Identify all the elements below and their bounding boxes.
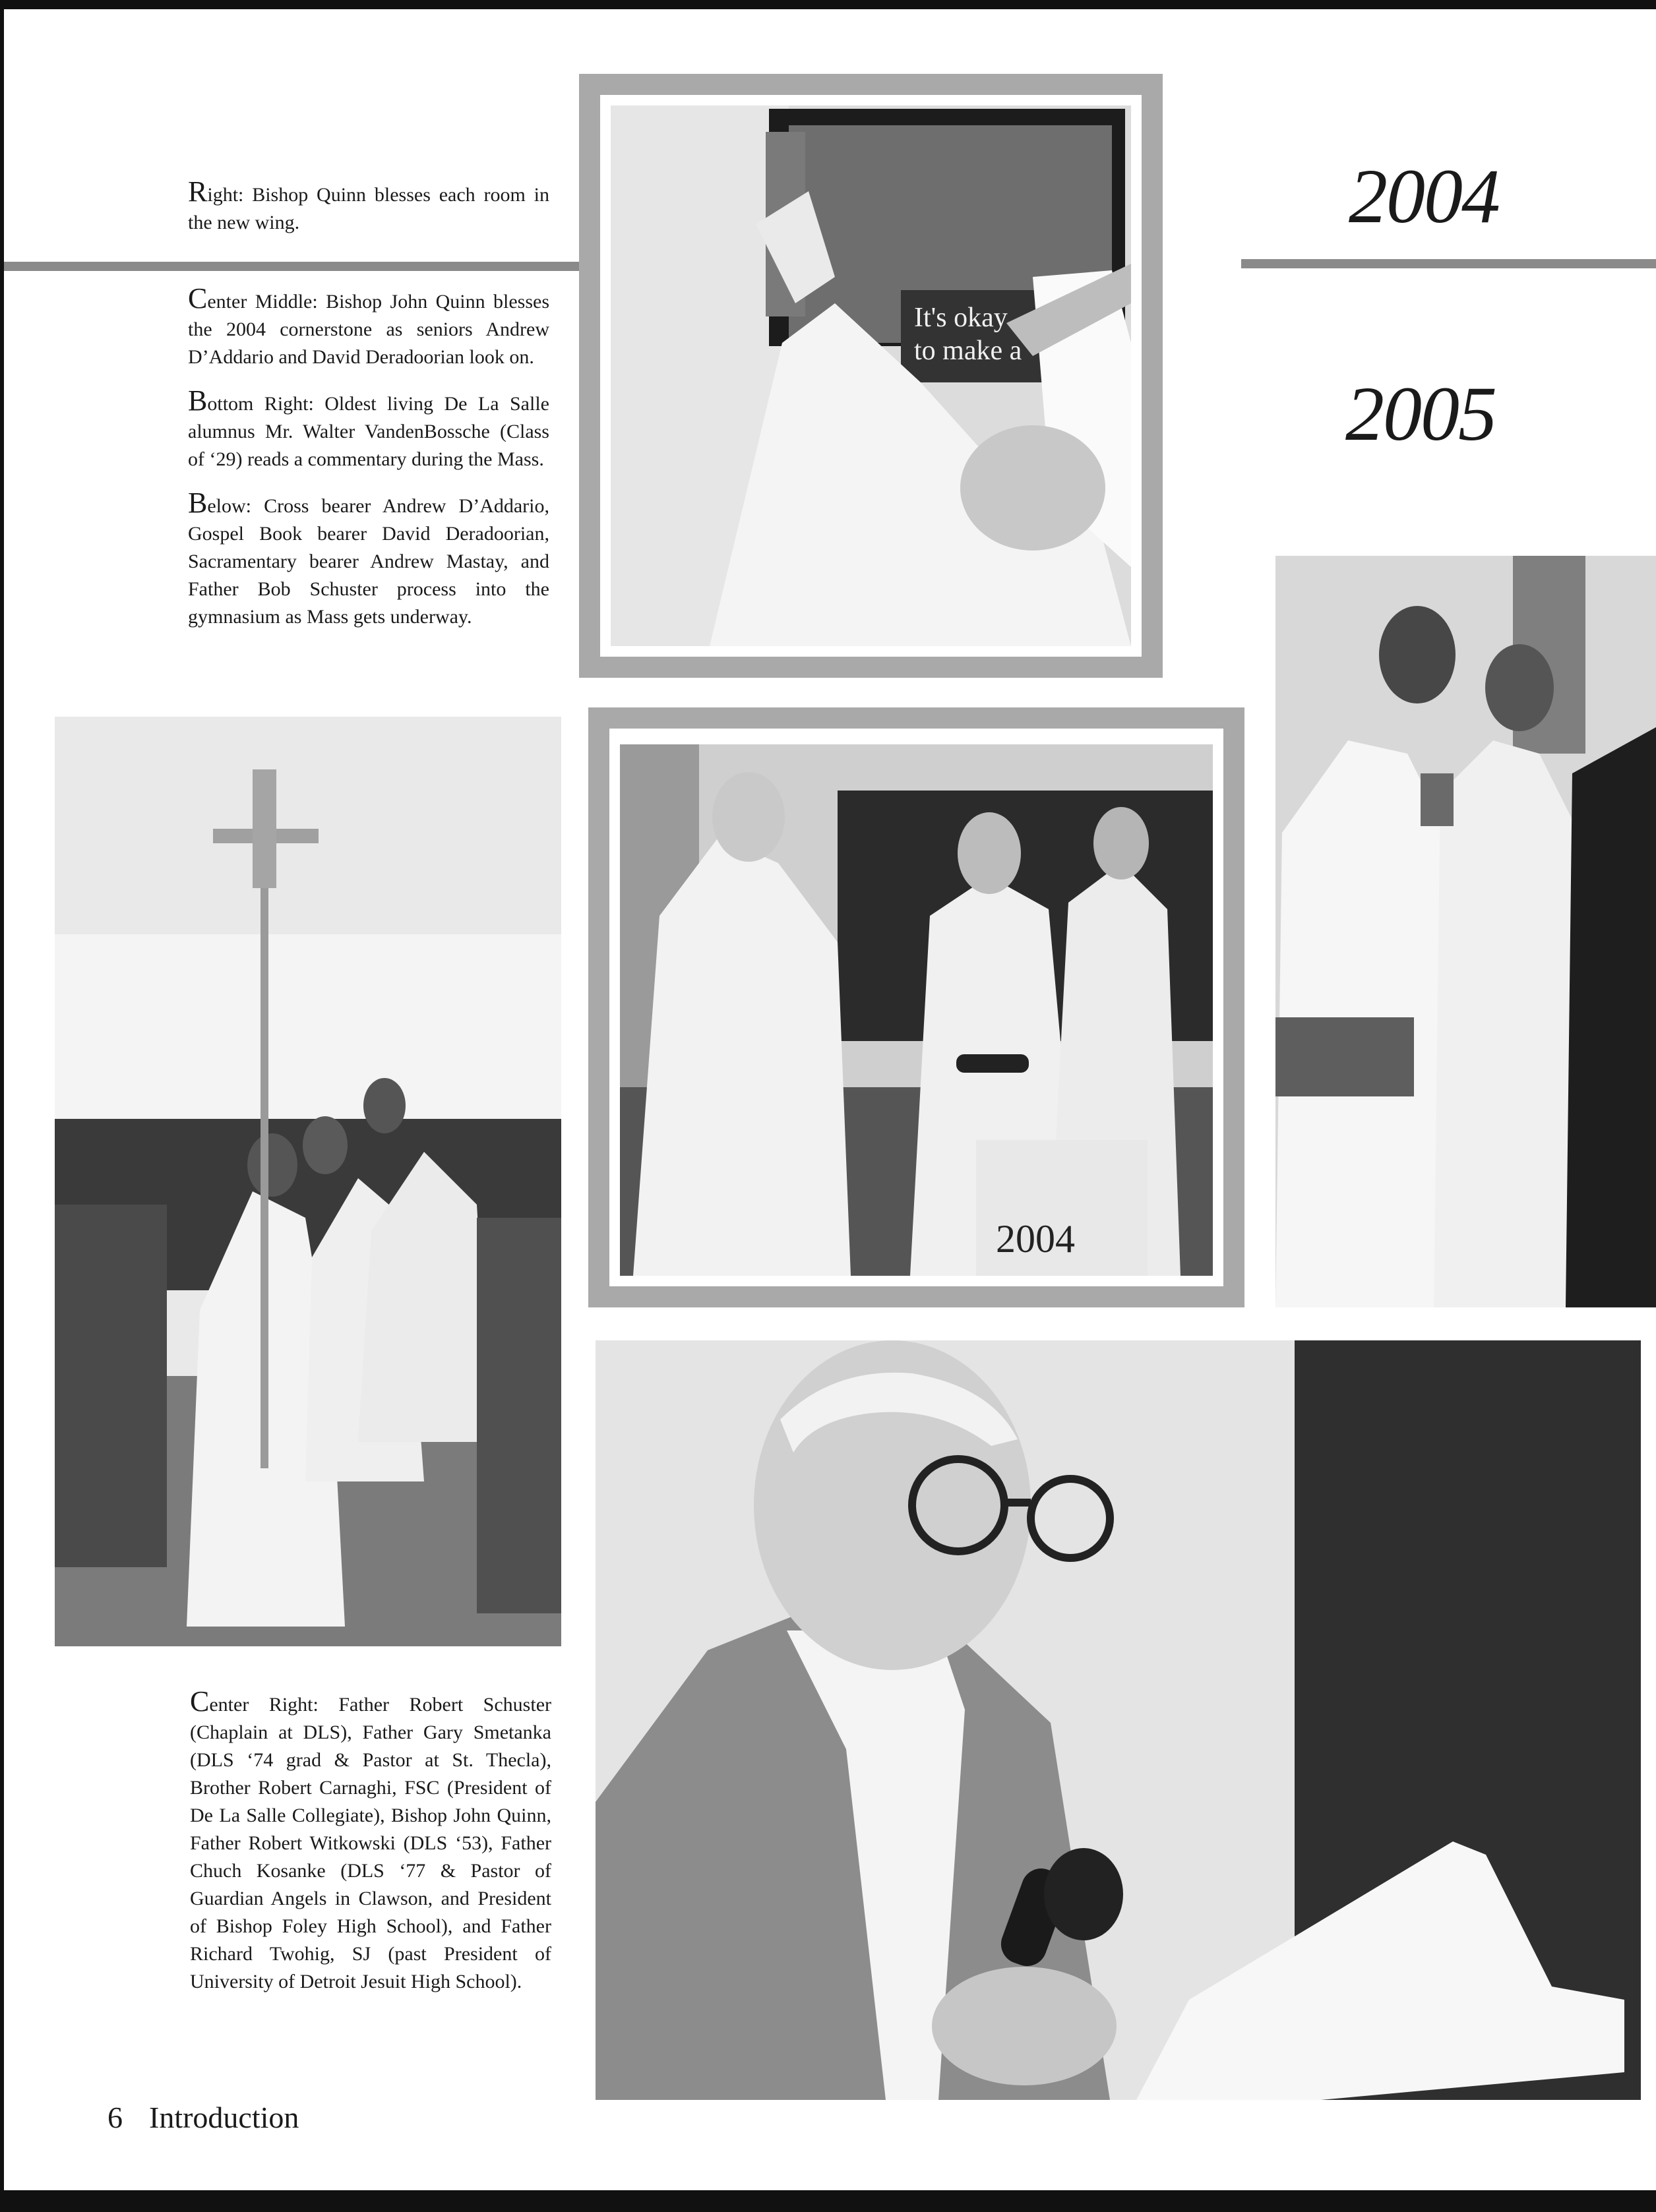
caption-text: ottom Right: Oldest living De La Salle alumnus Mr. Walter VandenBossche (Class of ‘29) reads a commentary during the Mass.: [188, 393, 549, 470]
divider-rule-right: [1241, 259, 1656, 268]
page-edge-bottom: [0, 2190, 1656, 2212]
caption-dropcap: B: [188, 384, 208, 417]
photo-bishop-blessing-room: [611, 105, 1131, 646]
caption-center-right: [190, 1685, 551, 2012]
page-footer: [107, 2100, 299, 2135]
caption-dropcap: B: [188, 487, 208, 519]
year-heading-2005: 2005: [1345, 371, 1496, 457]
page-number: 6: [107, 2101, 123, 2134]
sign-text-line2: to make a: [914, 336, 1022, 366]
page-edge-left: [0, 0, 4, 2212]
caption-text: enter Right: Father Robert Schuster (Chaplain at DLS), Father Gary Smetanka (DLS ‘74 grad & Pastor at St. Thecla), Brother Robert Carnaghi, FSC (President of De La Salle Collegiate), Bishop John Quinn, Father Robert Witkowski (DLS ‘53), Father Chuch Kosanke (DLS ‘77 & Pastor of Guardian Angels in Clawson, and President of Bishop Foley High School), and Father Richard Twohig, SJ (past President of University of Detroit Jesuit High School).: [190, 1694, 551, 1992]
photo-cornerstone-blessing: [620, 744, 1213, 1276]
photo-procession: [55, 717, 561, 1646]
cornerstone-year: 2004: [996, 1217, 1075, 1261]
photo-frame-cornerstone: [588, 707, 1244, 1307]
caption-text: ight: Bishop Quinn blesses each room in the new wing.: [188, 184, 549, 233]
caption-dropcap: C: [188, 282, 208, 314]
caption-below: [188, 489, 549, 631]
caption-dropcap: R: [188, 175, 208, 208]
caption-block-top: [188, 282, 549, 647]
photo-alumnus-reading: [596, 1340, 1641, 2100]
divider-rule-left: [4, 262, 579, 271]
year-heading-2004: 2004: [1349, 153, 1499, 239]
caption-right: [188, 175, 549, 253]
caption-bottom-right: [188, 384, 549, 473]
caption-dropcap: C: [190, 1685, 210, 1718]
caption-text: enter Middle: Bishop John Quinn blesses the 2004 cornerstone as seniors Andrew D’Addario and David Deradoorian look on.: [188, 291, 549, 368]
caption-text: elow: Cross bearer Andrew D’Addario, Gospel Book bearer David Deradoorian, Sacramentary bearer Andrew Mastay, and Father Bob Schuster process into the gymnasium as Mass gets underway.: [188, 495, 549, 628]
page-edge-top: [0, 0, 1656, 9]
section-title: Introduction: [149, 2101, 299, 2134]
photo-frame-blessing-room: [579, 74, 1163, 678]
photo-clergy-group: [1275, 556, 1656, 1307]
sign-text-line1: It's okay: [914, 303, 1008, 333]
caption-center-middle: [188, 282, 549, 371]
